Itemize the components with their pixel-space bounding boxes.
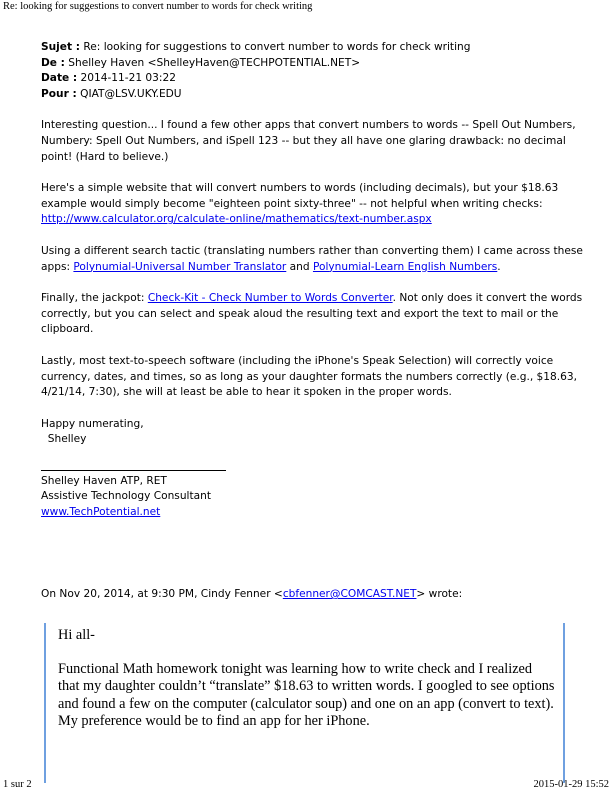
subject-row xyxy=(41,40,596,56)
signature-role: Assistive Technology Consultant xyxy=(41,490,211,503)
date-row xyxy=(41,71,596,87)
date-label: Date : xyxy=(41,72,78,85)
page-number: 1 sur 2 xyxy=(3,779,32,790)
to-row xyxy=(41,87,596,103)
paragraph-3-end: . xyxy=(497,260,501,273)
polynumial-learn-link[interactable]: Polynumial-Learn English Numbers xyxy=(312,260,498,273)
check-kit-link[interactable]: Check-Kit - Check Number to Words Converter xyxy=(147,292,393,305)
website-link[interactable]: www.TechPotential.net xyxy=(41,506,161,519)
quote-intro-end: > wrote: xyxy=(416,588,463,600)
paragraph-2-text: Here's a simple website that will convert numbers to words (including decimals), but your $18.63 example would simply become "eighteen point sixty-three" -- not helpful when writing checks: xyxy=(41,182,559,210)
date-value: 2014-11-21 03:22 xyxy=(80,72,176,85)
paragraph-4-end: . Not only does it convert the words correctly, but you can select and speak aloud the resulting text and export the text to mail or the clipboard. xyxy=(41,292,583,336)
subject-value: Re: looking for suggestions to convert number to words for check writing xyxy=(83,41,471,53)
signature xyxy=(41,474,596,521)
page-title: Re: looking for suggestions to convert number to words for check writing xyxy=(3,1,313,12)
from-label: De : xyxy=(41,56,65,69)
quoted-message xyxy=(44,623,565,783)
calculator-link[interactable]: http://www.calculator.org/calculate-online/mathematics/text-number.aspx xyxy=(41,213,432,226)
from-value: Shelley Haven <ShelleyHaven@TECHPOTENTIAL.NET> xyxy=(68,56,361,69)
from-row xyxy=(41,56,596,72)
paragraph-3-mid: and xyxy=(286,260,313,273)
closing xyxy=(41,417,596,448)
quote-attribution xyxy=(41,588,601,600)
to-label: Pour : xyxy=(41,87,77,100)
to-value: QIAT@LSV.UKY.EDU xyxy=(80,87,182,100)
paragraph-1: Interesting question... I found a few other apps that convert numbers to words -- Spell Out Numbers, Numbery: Spell Out Numbers, and iSpell 123 -- but they all have one glaring drawback: no decimal point! (Hard to believe.) xyxy=(41,119,576,163)
signature-name: Shelley Haven ATP, RET xyxy=(41,474,167,487)
signature-divider xyxy=(41,456,226,471)
quote-greeting: Hi all- xyxy=(58,627,95,643)
paragraph-5: Lastly, most text-to-speech software (including the iPhone's Speak Selection) will correctly voice currency, dates, and times, so as long as your daughter formats the numbers correctly (e.g., $18.63, 4/21/14, 7:30), she will at least be able to hear it spoken in the proper words. xyxy=(41,354,577,399)
paragraph-3 xyxy=(41,244,596,275)
closing-name: Shelley xyxy=(47,433,87,446)
quote-text: Functional Math homework tonight was learning how to write check and I realized that my daughter couldn’t “translate” $18.63 to written words. I googled to see options and found a few on the computer (calculator soup) and one on an app (convert to text). My preference would be to find an app for her iPhone. xyxy=(58,660,555,729)
sender-email-link[interactable]: cbfenner@COMCAST.NET xyxy=(282,588,417,600)
email-body xyxy=(41,40,596,521)
paragraph-3-text: Using a different search tactic (translating numbers rather than converting them) I came across these apps: xyxy=(41,244,583,273)
paragraph-4 xyxy=(41,291,596,338)
quote-intro-text: On Nov 20, 2014, at 9:30 PM, Cindy Fenner < xyxy=(41,588,283,600)
closing-text: Happy numerating, xyxy=(41,417,144,430)
subject-label: Sujet : xyxy=(41,41,80,53)
polynumial-translator-link[interactable]: Polynumial-Universal Number Translator xyxy=(73,260,287,273)
paragraph-2 xyxy=(41,181,596,228)
paragraph-4-text: Finally, the jackpot: xyxy=(41,292,148,305)
print-timestamp: 2015-01-29 15:52 xyxy=(533,779,609,790)
